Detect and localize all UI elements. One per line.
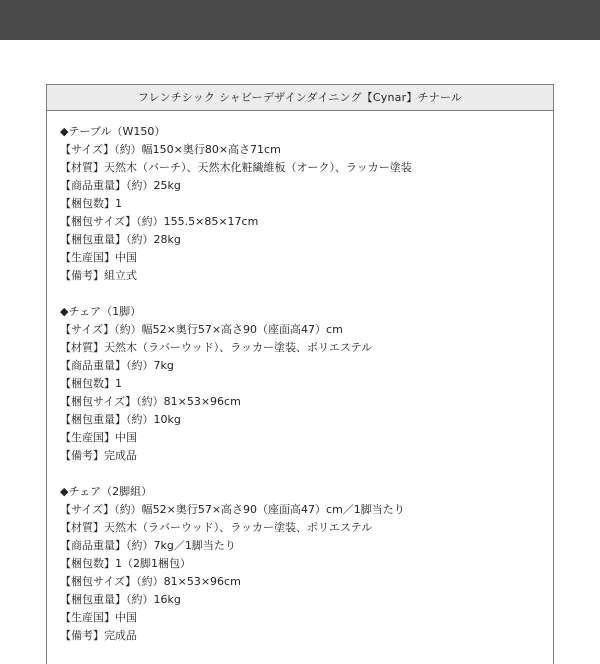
spec-line: 【梱包サイズ】（約）81×53×96cm xyxy=(60,575,241,588)
spec-section-chair-single xyxy=(60,303,553,465)
spec-line: 【梱包サイズ】（約）81×53×96cm xyxy=(60,395,241,408)
spec-line: 【サイズ】（約）幅52×奥行57×高さ90（座面高47）cm xyxy=(60,323,343,336)
spec-line: 【商品重量】（約）25kg xyxy=(60,179,181,192)
spec-line: 【備考】完成品 xyxy=(60,629,137,642)
spec-line: 【材質】天然木（ラバーウッド）、ラッカー塗装、ポリエステル xyxy=(60,521,373,534)
spec-line: 【梱包数】1 xyxy=(60,197,122,210)
section-heading: ◆チェア（2脚組） xyxy=(60,485,153,498)
spec-table xyxy=(46,84,554,664)
spec-line: 【商品重量】（約）7kg xyxy=(60,359,174,372)
spec-section-chair-pair xyxy=(60,483,553,645)
spec-line: 【梱包重量】（約）28kg xyxy=(60,233,181,246)
section-heading: ◆テーブル（W150） xyxy=(60,125,166,138)
top-bar xyxy=(0,0,600,40)
spec-body xyxy=(47,111,553,645)
spec-line: 【梱包数】1（2脚1梱包） xyxy=(60,557,191,570)
spec-line: 【商品重量】（約）7kg／1脚当たり xyxy=(60,539,236,552)
spec-line: 【梱包サイズ】（約）155.5×85×17cm xyxy=(60,215,259,228)
spec-line: 【梱包重量】（約）10kg xyxy=(60,413,181,426)
spec-line: 【生産国】中国 xyxy=(60,251,137,264)
spec-line: 【材質】天然木（バーチ）、天然木化粧繊維板（オーク）、ラッカー塗装 xyxy=(60,161,412,174)
spec-line: 【梱包数】1 xyxy=(60,377,122,390)
spec-line: 【梱包重量】（約）16kg xyxy=(60,593,181,606)
spec-line: 【サイズ】（約）幅52×奥行57×高さ90（座面高47）cm／1脚当たり xyxy=(60,503,405,516)
spec-line: 【備考】完成品 xyxy=(60,449,137,462)
spec-line: 【生産国】中国 xyxy=(60,431,137,444)
product-title: フレンチシック シャビーデザインダイニング【Cynar】チナール xyxy=(47,85,553,111)
spec-line: 【生産国】中国 xyxy=(60,611,137,624)
section-heading: ◆チェア（1脚） xyxy=(60,305,142,318)
spec-section-table xyxy=(60,123,553,285)
spec-line: 【サイズ】（約）幅150×奥行80×高さ71cm xyxy=(60,143,281,156)
spec-line: 【材質】天然木（ラバーウッド）、ラッカー塗装、ポリエステル xyxy=(60,341,373,354)
spec-line: 【備考】組立式 xyxy=(60,269,137,282)
